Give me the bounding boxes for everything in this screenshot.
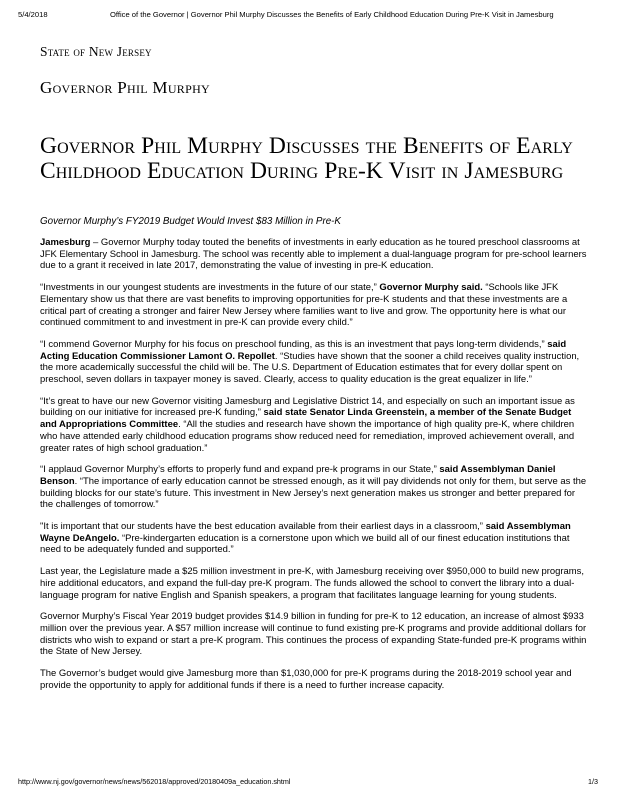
article-subhead: Governor Murphy’s FY2019 Budget Would Invest $83 Million in Pre-K [40, 216, 341, 227]
paragraph-2: “Investments in our youngest students are investments in the future of our state,” Governor Murphy said. “Schools like JFK Elementary show us that there are vast benefits to improving opportunities for pre-K students and that these investments are a critical part of creating a stronger and fairer New Jersey where families want to live and grow. The opportunity here is what our continued commitment to and investment in pre-K can provide every child.” [40, 282, 568, 329]
speaker-attribution: said state Senator Linda Greenstein, a member of the Senate Budget and Appropriations Committee [40, 407, 572, 431]
dateline: Jamesburg [40, 237, 91, 248]
page-count: 1/3 [588, 777, 598, 786]
paragraph-1: Jamesburg – Governor Murphy today touted the benefits of investments in early education as he toured preschool classrooms at JFK Elementary School in Jamesburg. The school was recently able to implement a dual-language program for pre-school learners due to a grant it received in late 2017, demonstrating the value of investing in pre-K education. [40, 237, 587, 272]
print-url: http://www.nj.gov/governor/news/news/562018/approved/20180409a_education.shtml [18, 777, 291, 786]
print-date: 5/4/2018 [18, 10, 48, 19]
article-headline: Governor Phil Murphy Discusses the Benefits of Early Childhood Education During Pre-K Visit in Jamesburg [40, 133, 573, 184]
paragraph-9: The Governor’s budget would give Jamesburg more than $1,030,000 for pre-K programs during the 2018-2019 school year and provide the opportunity to apply for additional funds if there is a need to further increase capacity. [40, 668, 572, 691]
paragraph-7: Last year, the Legislature made a $25 million investment in pre-K, with Jamesburg receiving over $950,000 to build new programs, hire additional educators, and expand the full-day pre-K program. The funds allowed the school to convert the library into a dual-language program for native English and Spanish speakers, a program that facilitates language learning for young students. [40, 566, 584, 601]
speaker-attribution: said Assemblyman Daniel Benson [40, 464, 556, 487]
paragraph-5: “I applaud Governor Murphy’s efforts to properly fund and expand pre-k programs in our State,” said Assemblyman Daniel Benson. “The importance of early education cannot be stressed enough, as it will pay dividends not only for them, but serve as the building blocks for our state’s future. This investment in New Jersey’s next generation makes us stronger and better prepared for the challenges of tomorrow.” [40, 464, 587, 511]
speaker-attribution: said Assemblyman Wayne DeAngelo. [40, 521, 571, 544]
paragraph-3: “I commend Governor Murphy for his focus on preschool funding, as this is an investment that pays long-term dividends,” said Acting Education Commissioner Lamont O. Repollet. “Studies have shown that the sooner a child receives quality instruction, the more academically successful the child will be. The U.S. Department of Education estimates that for every dollar spent on preschool, seven dollars in taxpayer money is saved. Clearly, access to quality education is the great equalizer in life.” [40, 338, 580, 386]
speaker-attribution: Governor Murphy said. [379, 282, 483, 294]
state-name-link[interactable]: State of New Jersey [40, 44, 152, 59]
paragraph-8: Governor Murphy’s Fiscal Year 2019 budget provides $14.9 billion in funding for pre-K to 12 education, an increase of almost $933 million over the previous year. A $57 million increase will continue to fund existing pre-K programs and provide additional dollars for districts who wish to expand or start a pre-K program. This continues the process of expanding State-funded pre-K programs within the State of New Jersey. [40, 611, 587, 658]
paragraph-4: “It’s great to have our new Governor visiting Jamesburg and Legislative District 14, and especially on such an important issue as building on our initiative for increased pre-K funding,” said state Senator Linda Greenstein, a member of the Senate Budget and Appropriations Committee. “All the studies and research have shown the importance of high quality pre-K, where children who have attended early childhood education programs show reduced need for remediation, improved achievement overall, and greater rates of high school graduation.” [40, 395, 575, 454]
article-body [40, 237, 588, 702]
governor-name-link[interactable]: Governor Phil Murphy [40, 78, 211, 97]
paragraph-6: "It is important that our students have the best education available from their earliest days in a classroom,” said Assemblyman Wayne DeAngelo. “Pre-kindergarten education is a cornerstone upon which we build all of our finest education institutions that need to be adequately funded and supported.” [40, 521, 571, 556]
print-page-title: Office of the Governor | Governor Phil Murphy Discusses the Benefits of Early Childhood Education During Pre-K Visit in Jamesburg [110, 10, 554, 19]
speaker-attribution: said Acting Education Commissioner Lamont O. Repollet [40, 338, 567, 362]
